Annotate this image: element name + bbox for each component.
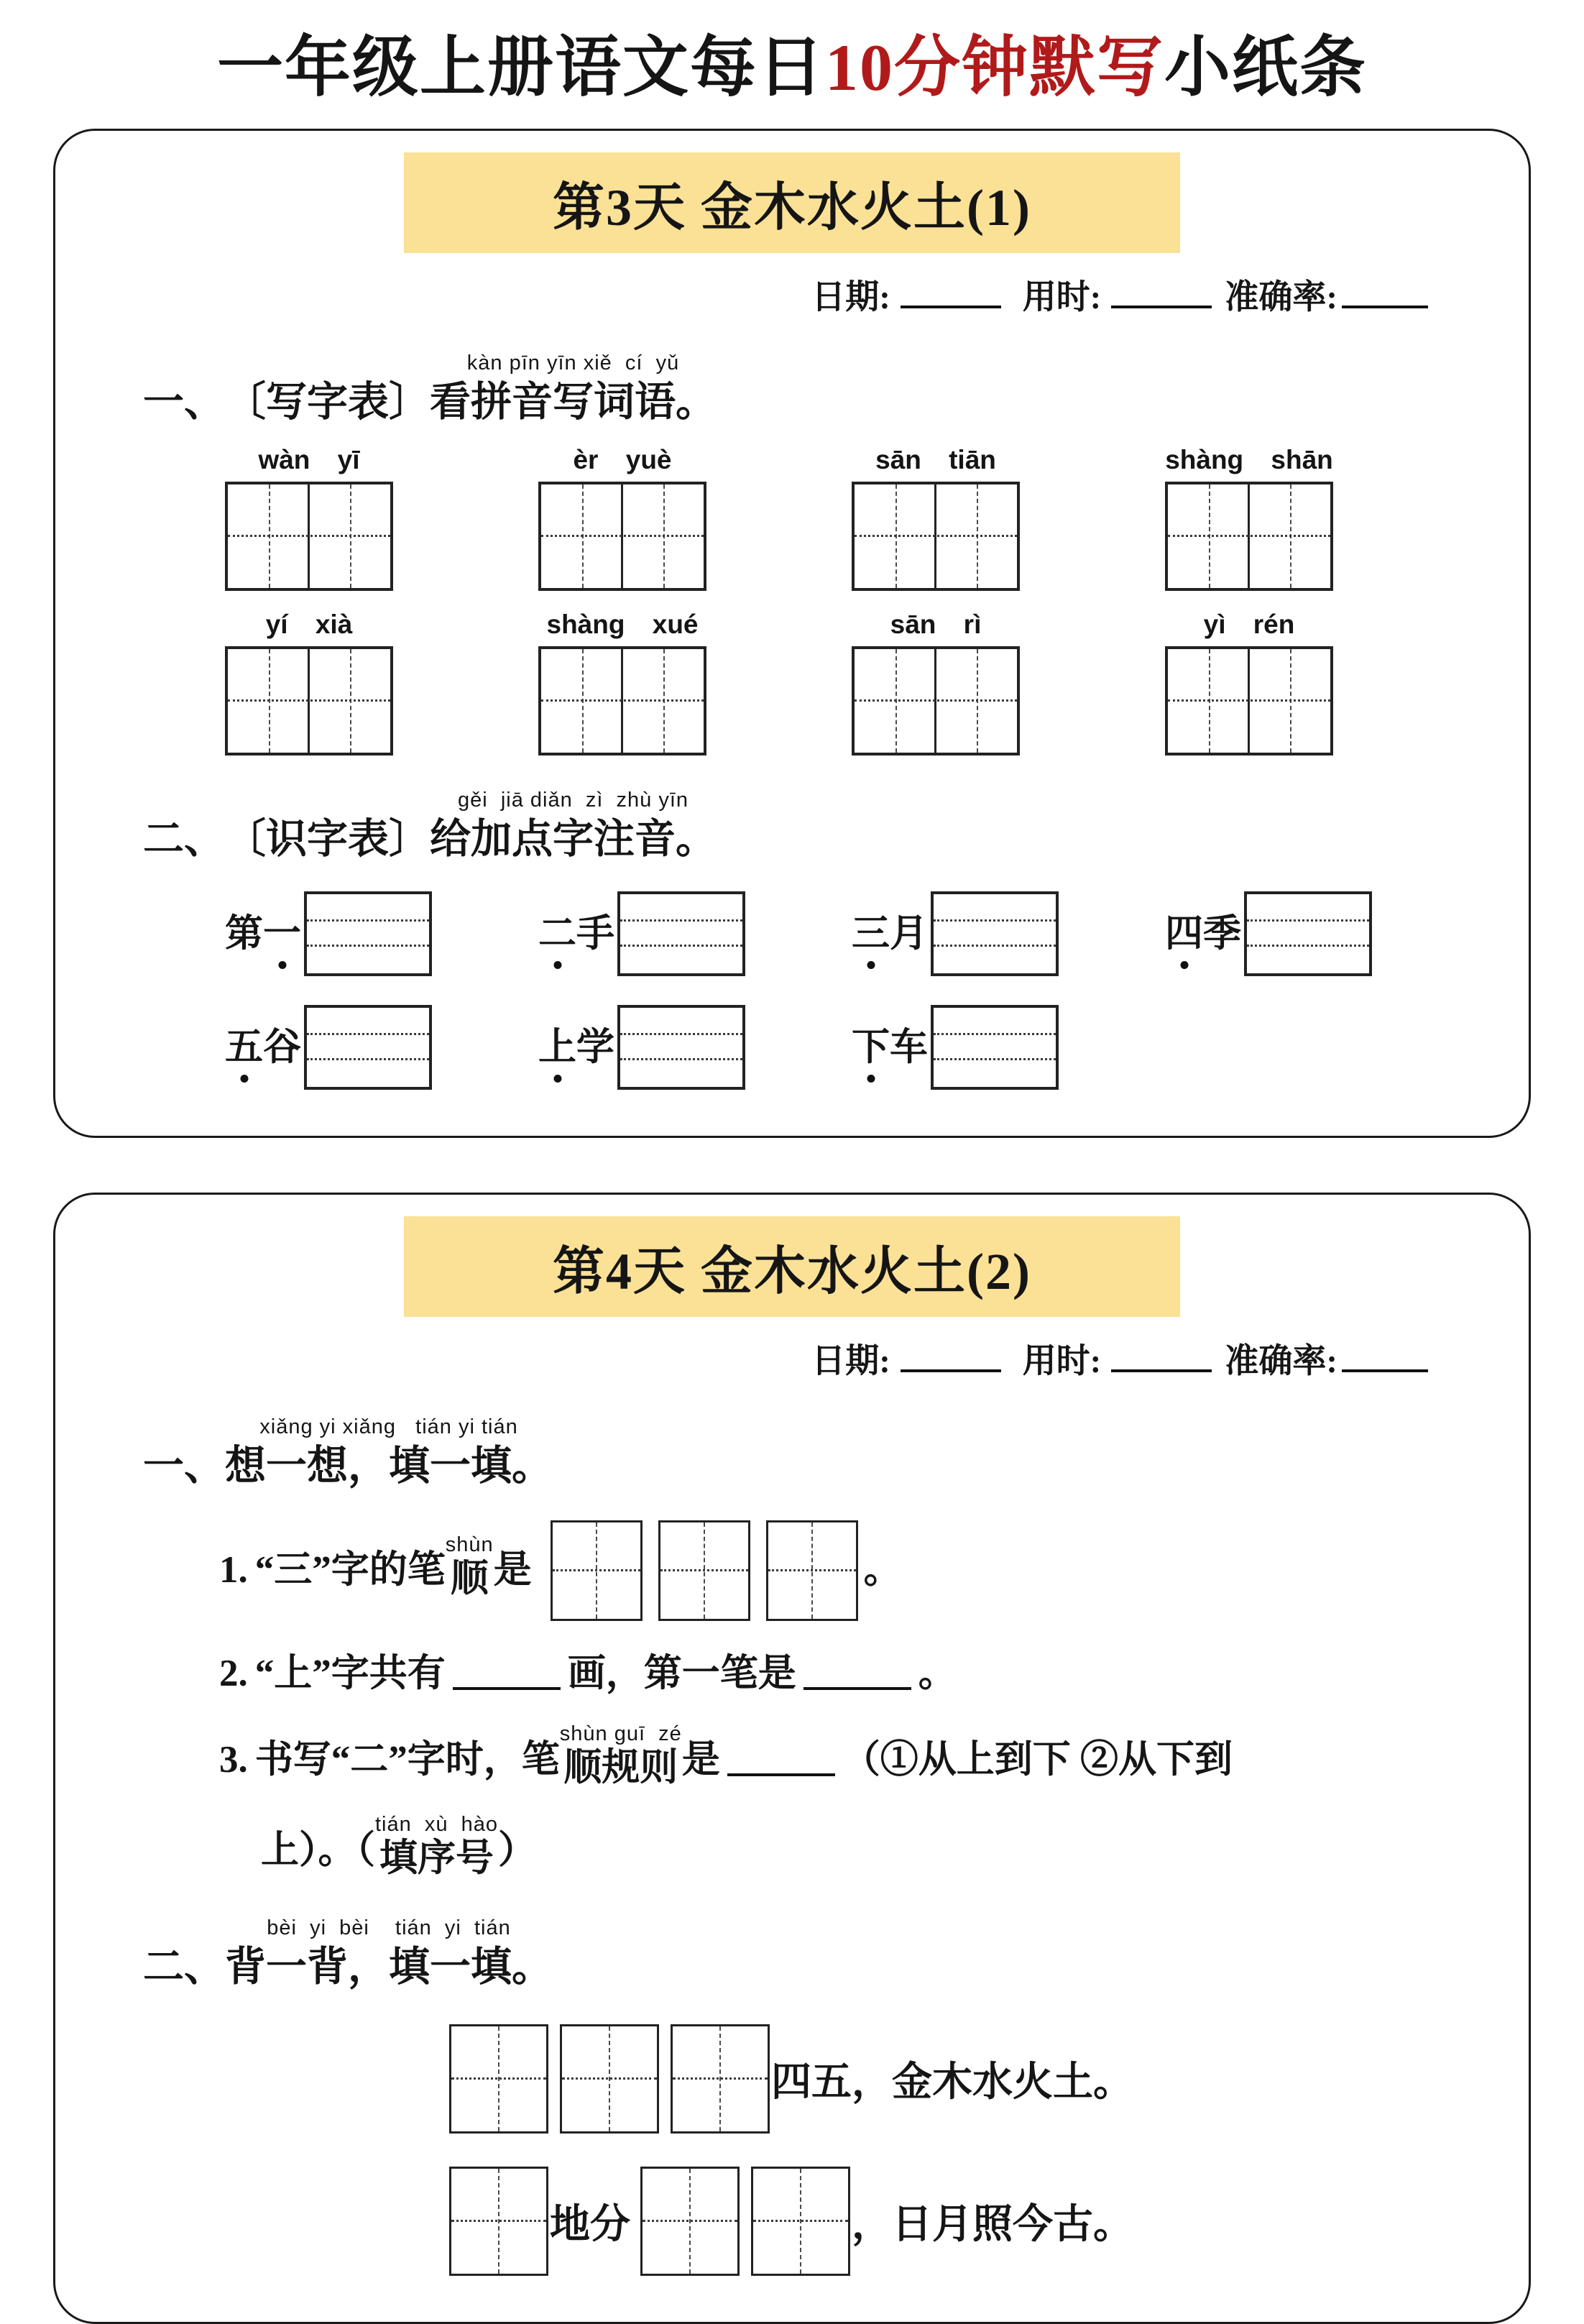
word-group [1165, 610, 1333, 755]
page-title-part2: 小纸条 [1164, 31, 1368, 104]
recite-line-2 [98, 2167, 1486, 2276]
plain-char: 学 [576, 1026, 614, 1069]
recite-text: 四五，金木水火土。 [771, 2059, 1133, 2105]
word-pinyin: wàn yī [258, 444, 360, 474]
grid-guideline [620, 919, 742, 922]
plain-char: 谷 [263, 1026, 301, 1069]
question-options: （①从上到下 ②从下到 [842, 1738, 1233, 1781]
word-pinyin: sān rì [890, 609, 982, 639]
section-number: 二、 [143, 816, 225, 862]
dotted-char: 四 [1165, 913, 1203, 955]
stroke-order-box [551, 1520, 643, 1621]
fill-in-box [671, 2024, 770, 2134]
grid-guideline [307, 945, 429, 947]
pinyin-answer-box [617, 891, 745, 976]
item-word [225, 913, 301, 955]
fill-in-box [640, 2167, 740, 2276]
pinyin-answer-box [304, 891, 432, 976]
accuracy-label: 准确率: [1225, 1343, 1337, 1381]
time-blank [1111, 1344, 1212, 1372]
grid-guideline [451, 2220, 546, 2222]
grid-guideline [1247, 945, 1369, 947]
section-title: 背一背，填一填。 [225, 1944, 553, 1990]
annotate-item [538, 1005, 852, 1090]
day3-section1-heading [98, 353, 1486, 426]
grid-guideline [934, 1058, 1056, 1060]
writing-grid [1165, 646, 1333, 755]
question-2 [98, 1651, 1486, 1697]
grid-guideline [753, 2220, 848, 2222]
day3-banner: 第3天 金木水火土(1) [404, 152, 1180, 253]
grid-guideline [228, 699, 390, 702]
word-group [1165, 445, 1333, 591]
question-number: 1. [219, 1549, 248, 1592]
grid-guideline [620, 1033, 742, 1035]
fill-in-box [449, 2167, 548, 2276]
question-number: 3. [219, 1738, 248, 1781]
grid-guideline [855, 699, 1017, 702]
grid-guideline [660, 1569, 748, 1571]
annotate-row-1 [98, 891, 1486, 976]
word-group [852, 445, 1020, 591]
writing-grid [225, 646, 393, 755]
answer-blank [453, 1658, 561, 1690]
annotate-item [1165, 891, 1478, 976]
section-title: 想一想，填一填。 [225, 1443, 553, 1489]
writing-grid [538, 646, 706, 755]
date-blank [901, 1344, 1001, 1372]
dotted-char: 三 [852, 913, 890, 955]
question-text: 是 [493, 1549, 532, 1592]
pinyin-answer-box [304, 1005, 432, 1090]
writing-grid [852, 482, 1020, 591]
recite-text: ，日月照今古。 [852, 2202, 1133, 2247]
grid-guideline [541, 699, 704, 702]
section-title: 看拼音写词语。 [430, 380, 717, 426]
stroke-order-box [658, 1520, 750, 1621]
grid-guideline [451, 2077, 546, 2080]
question-text: 画，第一笔是 [567, 1652, 796, 1694]
grid-guideline [620, 1058, 742, 1060]
pinyin-annotation: gěi jiā diǎn zì zhù yīn [458, 788, 689, 812]
word-group [852, 610, 1020, 755]
day3-card [53, 129, 1531, 1138]
plain-char: 车 [890, 1026, 928, 1069]
word-grid-row-2 [98, 610, 1486, 755]
question-text: 。 [918, 1652, 957, 1694]
word-pinyin: èr yuè [573, 444, 672, 474]
item-word [225, 1026, 301, 1068]
section-tag: 〔识字表〕 [225, 816, 430, 862]
day4-banner: 第4天 金木水火土(2) [404, 1216, 1180, 1317]
day4-section1-heading [98, 1417, 1486, 1490]
grid-guideline [307, 1058, 429, 1060]
fill-in-box [449, 2024, 548, 2134]
grid-guideline [1168, 699, 1330, 702]
dotted-char: 五 [225, 1026, 263, 1069]
plain-char: 第 [225, 913, 263, 955]
grid-guideline [553, 1569, 640, 1571]
grid-guideline [768, 1569, 856, 1571]
question-text: “上”字共有 [254, 1652, 446, 1694]
day4-card [53, 1193, 1531, 2324]
accuracy-blank [1342, 1344, 1428, 1372]
inline-pinyin-word [560, 1724, 682, 1790]
question-text: 是 [681, 1738, 720, 1781]
fill-in-box [560, 2024, 659, 2134]
grid-guideline [307, 919, 429, 922]
grid-guideline [562, 2077, 657, 2080]
word-group [225, 610, 393, 755]
grid-guideline [855, 535, 1017, 537]
dotted-char: 二 [538, 913, 576, 955]
question-text: “三”字的笔 [254, 1549, 446, 1592]
annotate-item [225, 891, 538, 976]
grid-guideline [934, 1033, 1056, 1035]
pinyin-answer-box [1244, 891, 1372, 976]
grid-guideline [934, 945, 1056, 947]
pinyin-annotation: bèi yi bèi tián yi tián [267, 1916, 511, 1940]
question-number: 2. [219, 1652, 248, 1694]
annotate-item [852, 891, 1165, 976]
plain-char: 手 [576, 913, 614, 955]
page-title-highlight: 10分钟默写 [824, 31, 1164, 104]
question-text: 。 [863, 1549, 902, 1592]
pinyin-annotation: shùn guī zé [559, 1722, 682, 1746]
date-blank [901, 280, 1001, 308]
word-group [538, 445, 706, 591]
pinyin-answer-box [617, 1005, 745, 1090]
item-word [1165, 913, 1241, 955]
page-title [0, 0, 1584, 104]
answer-blank [803, 1658, 911, 1690]
item-word [852, 913, 928, 955]
section-number: 一、 [143, 380, 225, 426]
time-label: 用时: [1022, 279, 1102, 317]
time-blank [1111, 280, 1212, 308]
annotate-item [225, 1005, 538, 1090]
grid-guideline [541, 535, 704, 537]
day3-meta-line [98, 270, 1486, 318]
grid-guideline [228, 535, 390, 537]
writing-grid [1165, 482, 1333, 591]
word-grid-row-1 [98, 445, 1486, 591]
grid-guideline [307, 1033, 429, 1035]
grid-guideline [673, 2077, 768, 2080]
dotted-char: 下 [852, 1026, 890, 1069]
item-word [852, 1026, 928, 1068]
fill-in-box [751, 2167, 850, 2276]
word-pinyin: yì rén [1203, 609, 1295, 639]
writing-grid [852, 646, 1020, 755]
grid-guideline [1168, 535, 1330, 537]
section-title: 给加点字注音。 [430, 816, 717, 862]
section-number: 一、 [143, 1443, 225, 1489]
section-title-with-pinyin [430, 353, 717, 426]
stroke-order-box [766, 1520, 858, 1621]
grid-guideline [934, 919, 1056, 922]
recite-line-1 [98, 2024, 1486, 2134]
pinyin-annotation: tián xù hào [375, 1813, 498, 1837]
word-pinyin: yí xià [265, 609, 353, 639]
page-title-part1: 一年级上册语文每日 [216, 31, 825, 104]
pinyin-answer-box [931, 1005, 1059, 1090]
day4-meta-line [98, 1334, 1486, 1382]
accuracy-blank [1342, 280, 1428, 308]
section-title-with-pinyin [225, 1417, 553, 1490]
question-text: 上）。（ [261, 1829, 375, 1871]
annotate-item [538, 891, 852, 976]
section-title-with-pinyin [225, 1918, 553, 1991]
section-title-with-pinyin [430, 790, 717, 863]
question-3-continuation [98, 1813, 1486, 1883]
grid-guideline [1247, 919, 1369, 922]
day3-section2-heading [98, 790, 1486, 863]
grid-guideline [620, 945, 742, 947]
annotate-row-2 [98, 1005, 1486, 1090]
annotated-chars: 顺规则 [563, 1747, 678, 1789]
recite-text: 地分 [550, 2202, 630, 2247]
date-label: 日期: [811, 279, 890, 317]
day4-section2-heading [98, 1918, 1486, 1991]
time-label: 用时: [1022, 1343, 1102, 1381]
item-word [538, 1026, 614, 1068]
annotate-item [852, 1005, 1165, 1090]
plain-char: 季 [1203, 913, 1241, 955]
pinyin-annotation: kàn pīn yīn xiě cí yǔ [466, 352, 680, 375]
accuracy-label: 准确率: [1225, 279, 1337, 317]
dotted-char: 上 [538, 1026, 576, 1069]
annotated-chars: 填序号 [379, 1837, 494, 1880]
writing-grid [225, 482, 393, 591]
question-3 [98, 1722, 1486, 1793]
word-pinyin: shàng shān [1165, 444, 1333, 474]
annotated-char: 顺 [450, 1557, 489, 1599]
question-text: 书写“二”字时，笔 [254, 1738, 560, 1781]
section-tag: 〔写字表〕 [225, 380, 430, 426]
grid-guideline [643, 2220, 737, 2222]
word-group [538, 610, 706, 755]
plain-char: 月 [890, 913, 928, 955]
question-1 [98, 1520, 1486, 1621]
writing-grid [538, 482, 706, 591]
pinyin-annotation: shùn [445, 1533, 494, 1556]
word-group [225, 445, 393, 591]
dotted-char: 一 [263, 913, 301, 955]
pinyin-answer-box [931, 891, 1059, 976]
date-label: 日期: [811, 1343, 890, 1381]
pinyin-annotation: xiǎng yi xiǎng tián yi tián [259, 1415, 518, 1439]
answer-blank [727, 1744, 835, 1776]
inline-pinyin-word [446, 1535, 494, 1601]
word-pinyin: sān tiān [875, 444, 996, 474]
section-number: 二、 [143, 1944, 225, 1990]
inline-pinyin-word [375, 1814, 498, 1880]
item-word [538, 913, 614, 955]
word-pinyin: shàng xué [546, 609, 699, 639]
question-text: ） [498, 1829, 536, 1871]
